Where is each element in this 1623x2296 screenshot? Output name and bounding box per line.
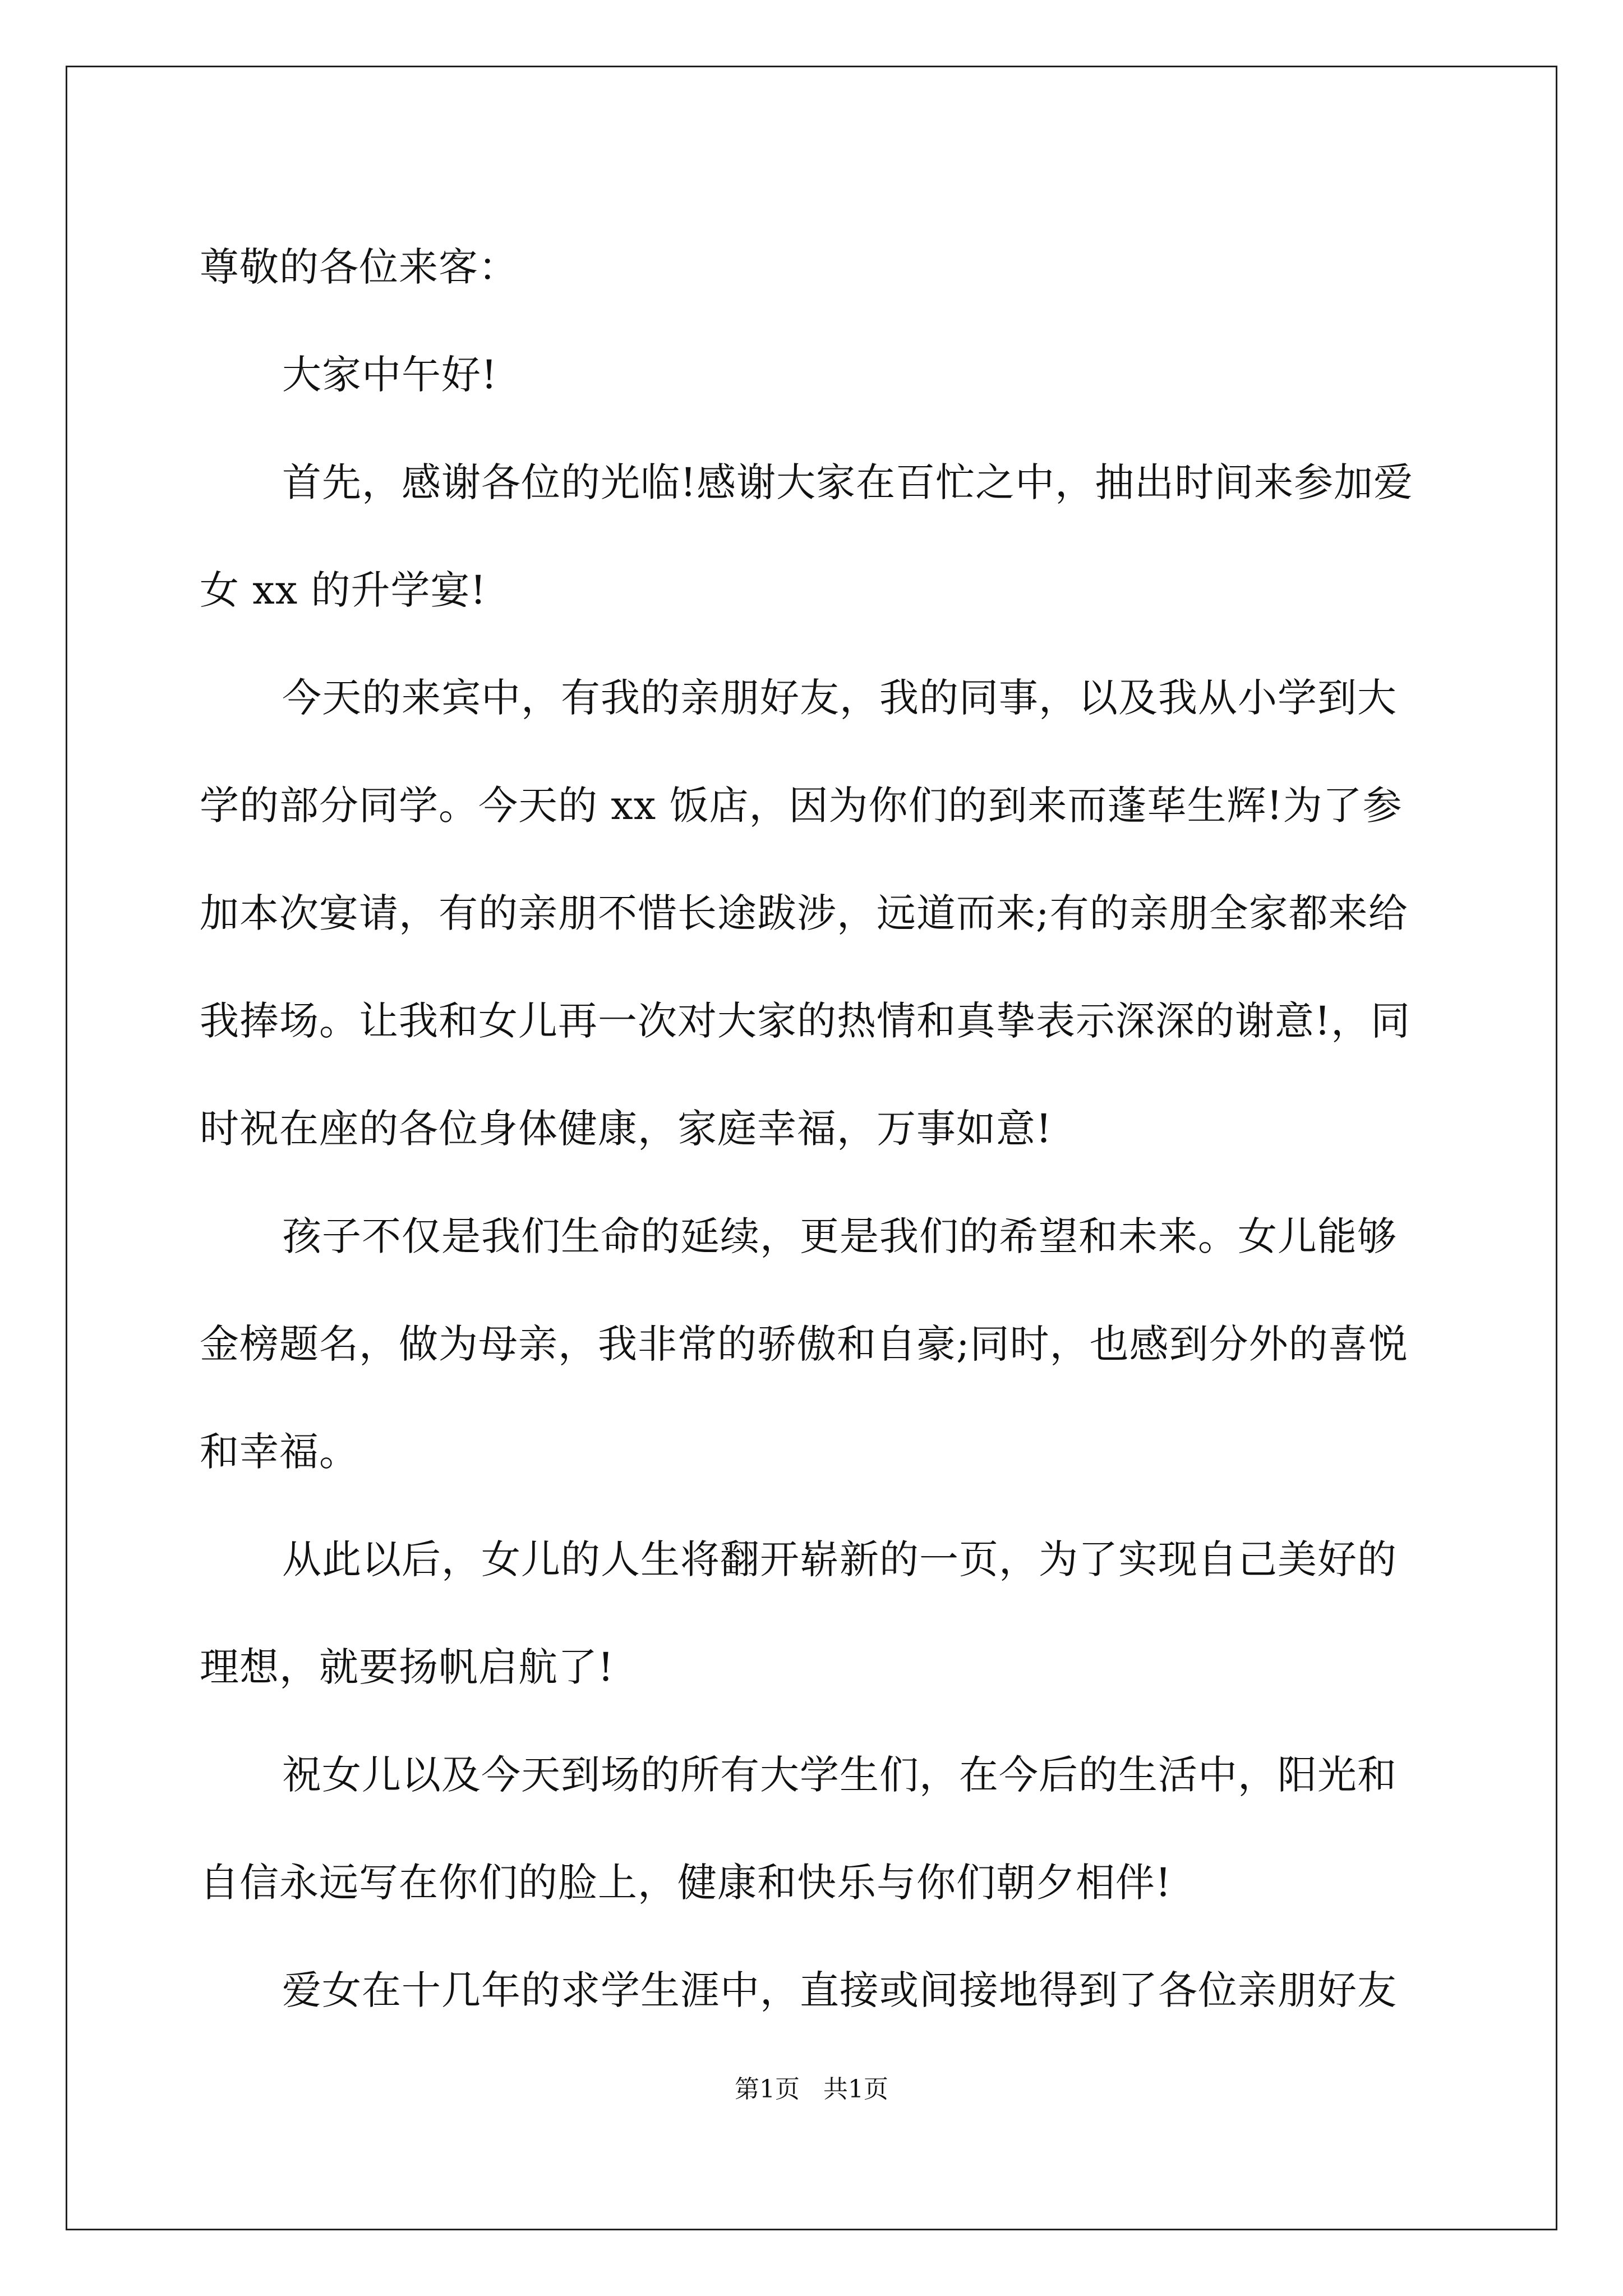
text-line: 女 xx 的升学宴! xyxy=(200,567,487,613)
text-line: 和幸福。 xyxy=(200,1429,359,1475)
text-line: 尊敬的各位来客： xyxy=(200,244,518,290)
text-line: 学的部分同学。今天的 xx 饭店，因为你们的到来而蓬荜生辉!为了参 xyxy=(200,783,1403,829)
text-line: 今天的来宾中，有我的亲朋好友，我的同事，以及我从小学到大 xyxy=(282,675,1397,721)
page-footer: 第1页 共1页 xyxy=(735,2075,888,2104)
text-line: 从此以后，女儿的人生将翻开崭新的一页，为了实现自己美好的 xyxy=(282,1536,1397,1582)
text-line: 首先，感谢各位的光临!感谢大家在百忙之中，抽出时间来参加爱 xyxy=(282,459,1414,505)
text-line: 金榜题名，做为母亲，我非常的骄傲和自豪;同时，也感到分外的喜悦 xyxy=(200,1321,1408,1367)
document-body xyxy=(200,213,1433,2044)
text-line: 时祝在座的各位身体健康，家庭幸福，万事如意! xyxy=(200,1106,1053,1152)
text-line: 理想，就要扬帆启航了! xyxy=(200,1644,615,1690)
text-line: 大家中午好! xyxy=(282,352,498,398)
text-line: 祝女儿以及今天到场的所有大学生们，在今后的生活中，阳光和 xyxy=(282,1752,1397,1798)
text-line: 孩子不仅是我们生命的延续，更是我们的希望和未来。女儿能够 xyxy=(282,1213,1397,1259)
text-line: 加本次宴请，有的亲朋不惜长途跋涉，远道而来;有的亲朋全家都来给 xyxy=(200,890,1408,936)
text-line: 自信永远写在你们的脸上，健康和快乐与你们朝夕相伴! xyxy=(200,1860,1172,1906)
text-line: 我捧场。让我和女儿再一次对大家的热情和真挚表示深深的谢意!，同 xyxy=(200,998,1411,1044)
text-line: 爱女在十几年的求学生涯中，直接或间接地得到了各位亲朋好友 xyxy=(282,1967,1397,2013)
